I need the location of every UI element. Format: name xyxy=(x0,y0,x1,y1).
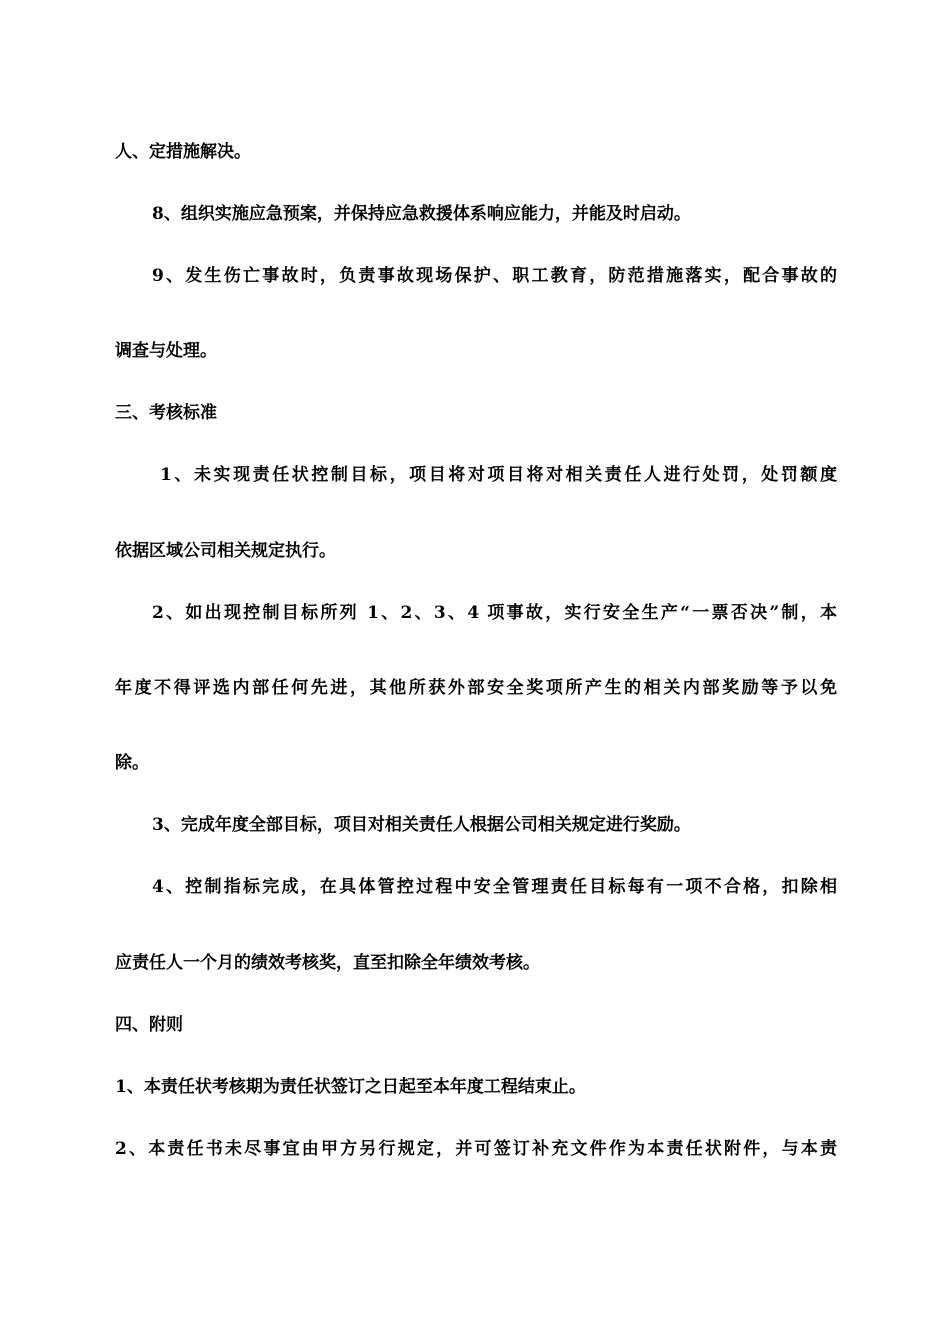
section-heading-3: 三、考核标准 xyxy=(115,403,217,423)
text-line-5: 1、未实现责任状控制目标，项目将对项目将对相关责任人进行处罚，处罚额度 xyxy=(160,465,837,485)
text-line-4: 调查与处理。 xyxy=(115,341,217,361)
text-line-7: 2、如出现控制目标所列 1、2、3、4 项事故，实行安全生产“一票否决”制，本 xyxy=(152,603,837,623)
text-line-8: 年度不得评选内部任何先进，其他所获外部安全奖项所产生的相关内部奖励等予以免 xyxy=(115,678,837,698)
text-line-6: 依据区域公司相关规定执行。 xyxy=(115,541,336,561)
text-line-10: 3、完成年度全部目标，项目对相关责任人根据公司相关规定进行奖励。 xyxy=(152,815,691,835)
text-line-2: 8、组织实施应急预案，并保持应急救援体系响应能力，并能及时启动。 xyxy=(152,204,691,224)
text-line-12: 应责任人一个月的绩效考核奖，直至扣除全年绩效考核。 xyxy=(115,953,540,973)
text-line-1: 人、定措施解决。 xyxy=(115,142,251,162)
text-line-9: 除。 xyxy=(115,753,149,773)
section-heading-4: 四、附则 xyxy=(115,1015,183,1035)
text-line-3: 9、发生伤亡事故时，负责事故现场保护、职工教育，防范措施落实，配合事故的 xyxy=(152,266,837,286)
text-line-13: 1、本责任状考核期为责任状签订之日起至本年度工程结束止。 xyxy=(115,1077,586,1097)
text-line-14: 2、本责任书未尽事宜由甲方另行规定，并可签订补充文件作为本责任状附件，与本责 xyxy=(115,1139,837,1159)
text-line-11: 4、控制指标完成，在具体管控过程中安全管理责任目标每有一项不合格，扣除相 xyxy=(152,877,837,897)
